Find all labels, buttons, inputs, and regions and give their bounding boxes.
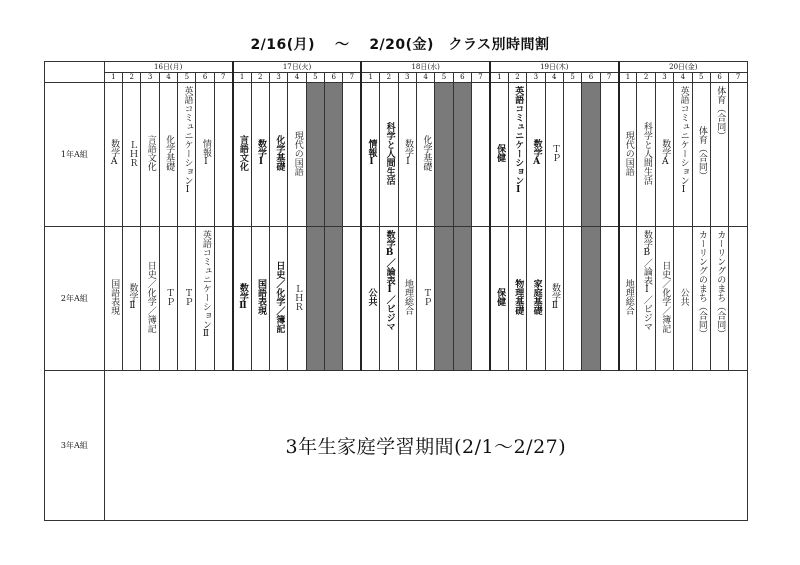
empty-cell bbox=[472, 83, 490, 227]
subject-cell: 公共 bbox=[678, 288, 689, 306]
subject-cell: 数学Ⅱ bbox=[237, 283, 248, 311]
period-header: 1 bbox=[490, 73, 508, 83]
empty-cell bbox=[729, 227, 748, 371]
subject-cell: 公共 bbox=[366, 288, 377, 306]
period-header: 2 bbox=[380, 73, 398, 83]
period-header: 1 bbox=[104, 73, 122, 83]
period-header: 3 bbox=[655, 73, 673, 83]
empty-cell bbox=[600, 227, 618, 371]
subject-cell: 言語文化 bbox=[237, 135, 248, 171]
period-header: 6 bbox=[710, 73, 728, 83]
period-header: 1 bbox=[619, 73, 637, 83]
subject-cell: 保健 bbox=[495, 144, 506, 162]
subject-cell: 日史／化学／簿記 bbox=[660, 261, 671, 333]
subject-cell: ＬＨＲ bbox=[127, 139, 138, 167]
subject-cell: 地理総合 bbox=[623, 279, 634, 315]
empty-cell bbox=[563, 83, 581, 227]
subject-cell: ＴＰ bbox=[164, 288, 175, 306]
period-header: 7 bbox=[729, 73, 748, 83]
period-header: 7 bbox=[600, 73, 618, 83]
period-header: 2 bbox=[637, 73, 655, 83]
subject-cell: 数学Ⅱ bbox=[127, 283, 138, 311]
shaded-cell bbox=[325, 83, 343, 227]
subject-cell: 言語文化 bbox=[145, 135, 156, 171]
shaded-cell bbox=[582, 227, 600, 371]
period-header: 6 bbox=[196, 73, 214, 83]
day-header: 20日(金) bbox=[619, 62, 748, 73]
period-header: 3 bbox=[398, 73, 416, 83]
period-header: 7 bbox=[343, 73, 361, 83]
period-header: 3 bbox=[527, 73, 545, 83]
empty-cell bbox=[472, 227, 490, 371]
day-header: 17日(火) bbox=[233, 62, 362, 73]
period-header: 4 bbox=[674, 73, 692, 83]
period-header: 1 bbox=[361, 73, 379, 83]
subject-cell: 日史／化学／簿記 bbox=[145, 261, 156, 333]
empty-cell bbox=[343, 83, 361, 227]
day-header: 16日(月) bbox=[104, 62, 233, 73]
subject-cell: カーリングのまち（合同） bbox=[696, 230, 707, 338]
empty-cell bbox=[214, 83, 232, 227]
shaded-cell bbox=[435, 227, 453, 371]
period-header: 4 bbox=[159, 73, 177, 83]
shaded-cell bbox=[325, 227, 343, 371]
period-header: 7 bbox=[472, 73, 490, 83]
subject-cell: 物理基礎 bbox=[513, 279, 524, 315]
subject-cell: 数学B／論表Ⅰ／ビジマ bbox=[384, 230, 395, 331]
subject-cell: ＴＰ bbox=[421, 288, 432, 306]
period-header: 5 bbox=[435, 73, 453, 83]
subject-cell: 情報Ⅰ bbox=[366, 139, 377, 167]
subject-cell: 数学Ⅰ bbox=[255, 139, 266, 167]
subject-cell: 日史／化学／簿記 bbox=[274, 261, 285, 333]
period-header: 2 bbox=[251, 73, 269, 83]
subject-cell: 化学基礎 bbox=[421, 135, 432, 171]
subject-cell: 国語表現 bbox=[109, 279, 120, 315]
day-header: 18日(水) bbox=[361, 62, 490, 73]
period-header: 5 bbox=[178, 73, 196, 83]
subject-cell: 現代の国語 bbox=[292, 130, 303, 176]
subject-cell: 現代の国語 bbox=[623, 130, 634, 176]
period-header: 5 bbox=[563, 73, 581, 83]
subject-cell: カーリングのまち（合同） bbox=[715, 230, 726, 338]
period-header: 4 bbox=[288, 73, 306, 83]
period-header: 6 bbox=[453, 73, 471, 83]
subject-cell: 英語コミュニケーションⅡ bbox=[200, 230, 211, 339]
period-header: 1 bbox=[233, 73, 251, 83]
subject-cell: 国語表現 bbox=[255, 279, 266, 315]
subject-cell: 体育（合同） bbox=[715, 86, 726, 140]
page-title: 2/16(月) 〜 2/20(金) クラス別時間割 bbox=[250, 37, 550, 53]
shaded-cell bbox=[306, 83, 324, 227]
subject-cell: 数学A bbox=[531, 139, 542, 167]
subject-cell: 英語コミュニケーションⅠ bbox=[513, 86, 524, 195]
period-header: 6 bbox=[582, 73, 600, 83]
subject-cell: 化学基礎 bbox=[164, 135, 175, 171]
shaded-cell bbox=[582, 83, 600, 227]
corner-cell bbox=[45, 62, 105, 83]
subject-cell: 家庭基礎 bbox=[531, 279, 542, 315]
timetable bbox=[44, 61, 748, 521]
empty-cell bbox=[214, 227, 232, 371]
shaded-cell bbox=[453, 83, 471, 227]
period-header: 4 bbox=[416, 73, 434, 83]
class-label: 3年A組 bbox=[45, 371, 105, 521]
period-header: 5 bbox=[692, 73, 710, 83]
day-header: 19日(木) bbox=[490, 62, 619, 73]
subject-cell: 数学A bbox=[109, 139, 120, 167]
subject-cell: 英語コミュニケーションⅠ bbox=[678, 86, 689, 195]
subject-cell: 科学と人間生活 bbox=[384, 121, 395, 185]
period-header: 7 bbox=[214, 73, 232, 83]
period-header: 5 bbox=[306, 73, 324, 83]
subject-cell: 保健 bbox=[495, 288, 506, 306]
subject-cell: ＴＰ bbox=[549, 144, 560, 162]
subject-cell: 体育（合同） bbox=[696, 126, 707, 180]
subject-cell: 数学A bbox=[660, 139, 671, 167]
shaded-cell bbox=[306, 227, 324, 371]
class-label: 2年A組 bbox=[45, 227, 105, 371]
subject-cell: 数学Ⅰ bbox=[402, 139, 413, 167]
subject-cell: ＴＰ bbox=[182, 288, 193, 306]
period-header: 4 bbox=[545, 73, 563, 83]
subject-cell: 英語コミュニケーションⅠ bbox=[182, 86, 193, 195]
subject-cell: 科学と人間生活 bbox=[641, 121, 652, 185]
period-header: 2 bbox=[508, 73, 526, 83]
subject-cell: 化学基礎 bbox=[274, 135, 285, 171]
subject-cell: 地理総合 bbox=[402, 279, 413, 315]
empty-cell bbox=[343, 227, 361, 371]
class-label: 1年A組 bbox=[45, 83, 105, 227]
subject-cell: ＬＨＲ bbox=[292, 283, 303, 311]
home-study-notice: 3年生家庭学習期間(2/1〜2/27) bbox=[104, 371, 747, 521]
empty-cell bbox=[729, 83, 748, 227]
period-header: 6 bbox=[325, 73, 343, 83]
shaded-cell bbox=[435, 83, 453, 227]
shaded-cell bbox=[453, 227, 471, 371]
empty-cell bbox=[563, 227, 581, 371]
subject-cell: 情報Ⅰ bbox=[200, 139, 211, 167]
subject-cell: 数学B／論表Ⅰ／ビジマ bbox=[641, 230, 652, 331]
period-header: 3 bbox=[269, 73, 287, 83]
period-header: 3 bbox=[141, 73, 159, 83]
subject-cell: 数学Ⅱ bbox=[549, 283, 560, 311]
empty-cell bbox=[600, 83, 618, 227]
period-header: 2 bbox=[123, 73, 141, 83]
